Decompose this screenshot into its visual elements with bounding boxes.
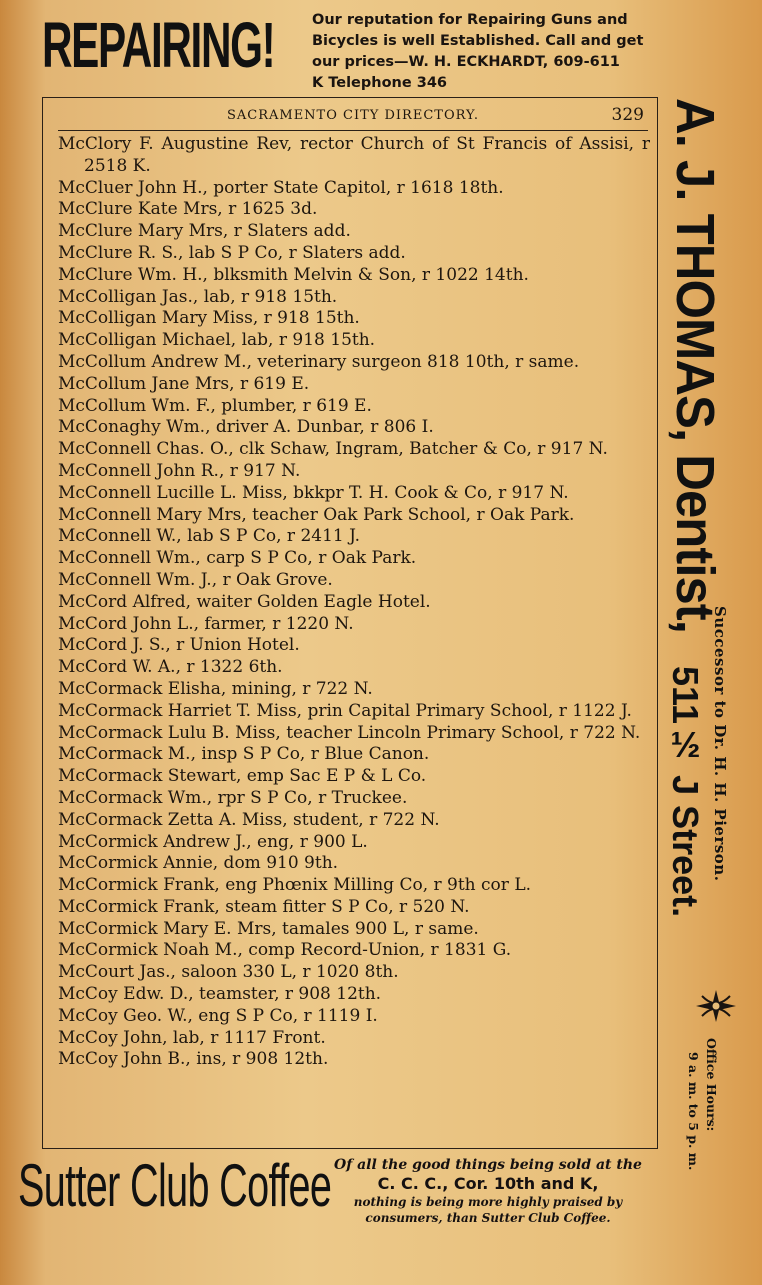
- coffee-line-3: nothing is being more highly praised by: [353, 1195, 623, 1209]
- running-head: [58, 104, 648, 131]
- directory-entry: McCollum Jane Mrs, r 619 E.: [58, 373, 310, 394]
- coffee-line-2: C. C. C., Cor. 10th and K,: [377, 1174, 599, 1193]
- directory-entry: McCourt Jas., saloon 330 L, r 1020 8th.: [58, 962, 399, 983]
- dentist-address: 511½ J Street.: [665, 666, 706, 918]
- directory-entry: McCluer John H., porter State Capitol, r 1618 18th.: [58, 177, 504, 198]
- ad-line: our prices—W. H. ECKHARDT, 609-611: [312, 54, 620, 70]
- directory-entry: McCormack Elisha, mining, r 722 N.: [58, 678, 373, 699]
- directory-entries: [58, 134, 650, 1071]
- directory-entry: McCord Alfred, waiter Golden Eagle Hotel.: [58, 591, 431, 612]
- office-hours-label: Office Hours:: [704, 1038, 719, 1132]
- directory-entry: McConnell John R., r 917 N.: [58, 460, 301, 481]
- dentist-name: A. J. THOMAS, Dentist,: [665, 98, 725, 633]
- directory-entry: McCord W. A., r 1322 6th.: [58, 657, 283, 678]
- directory-entry: McCormick Andrew J., eng, r 900 L.: [58, 831, 368, 852]
- coffee-line-4: consumers, than Sutter Club Coffee.: [365, 1211, 611, 1225]
- fleuron-icon: [694, 988, 738, 1024]
- coffee-ad-copy: [306, 1156, 670, 1226]
- directory-entry: McCollum Andrew M., veterinary surgeon 818 10th, r same.: [58, 351, 580, 372]
- page-title: SACRAMENTO CITY DIRECTORY.: [226, 108, 480, 123]
- directory-entry: McColligan Jas., lab, r 918 15th.: [58, 286, 338, 307]
- ad-line: Bicycles is well Established. Call and get: [312, 33, 644, 49]
- directory-entry: McConaghy Wm., driver A. Dunbar, r 806 I.: [58, 417, 434, 438]
- coffee-brand: Sutter Club Coffee: [18, 1152, 332, 1219]
- directory-entry: McCoy John B., ins, r 908 12th.: [58, 1049, 329, 1070]
- directory-entry: McClure Mary Mrs, r Slaters add.: [58, 221, 351, 242]
- directory-entry: McClure Wm. H., blksmith Melvin & Son, r 1022 14th.: [58, 264, 529, 285]
- directory-entry: McCormick Frank, eng Phœnix Milling Co, r 9th cor L.: [58, 875, 532, 896]
- office-hours-value: 9 a. m. to 5 p. m.: [686, 1052, 701, 1171]
- directory-entry: McConnell Mary Mrs, teacher Oak Park School, r Oak Park.: [58, 504, 575, 525]
- directory-entry: McCollum Wm. F., plumber, r 619 E.: [58, 395, 372, 416]
- dentist-successor: Successor to Dr. H. H. Pierson.: [711, 606, 729, 882]
- directory-entry: McColligan Mary Miss, r 918 15th.: [58, 308, 360, 329]
- directory-entry: McCormick Noah M., comp Record-Union, r 1831 G.: [58, 940, 512, 961]
- directory-entry: McClure R. S., lab S P Co, r Slaters add.: [58, 242, 406, 263]
- directory-entry: McConnell Lucille L. Miss, bkkpr T. H. Cook & Co, r 917 N.: [58, 482, 569, 503]
- directory-entry: McCoy Edw. D., teamster, r 908 12th.: [58, 984, 382, 1005]
- directory-entry: McClure Kate Mrs, r 1625 3d.: [58, 199, 318, 220]
- directory-entry: McCormick Frank, steam fitter S P Co, r 520 N.: [58, 896, 470, 917]
- directory-entry: McCoy Geo. W., eng S P Co, r 1119 I.: [58, 1005, 378, 1026]
- directory-entry: McCormick Annie, dom 910 9th.: [58, 853, 339, 874]
- ad-line: Our reputation for Repairing Guns and: [312, 12, 628, 28]
- repairing-headline: REPAIRING!: [42, 9, 275, 81]
- coffee-line-1: Of all the good things being sold at the: [334, 1157, 642, 1173]
- directory-entry: McColligan Michael, lab, r 918 15th.: [58, 330, 376, 351]
- directory-entry: McCormack Lulu B. Miss, teacher Lincoln Primary School, r 722 N.: [58, 722, 641, 743]
- directory-entry: McConnell Wm. J., r Oak Grove.: [58, 569, 333, 590]
- page-number: 329: [611, 105, 644, 125]
- ad-line: K Telephone 346: [312, 75, 448, 91]
- directory-entry: McCormick Mary E. Mrs, tamales 900 L, r same.: [58, 918, 479, 939]
- directory-entry: McConnell Wm., carp S P Co, r Oak Park.: [58, 548, 417, 569]
- directory-entry: McCormack Stewart, emp Sac E P & L Co.: [58, 766, 427, 787]
- directory-entry: McClory F. Augustine Rev, rector Church of St Francis of Assisi, r 2518 K.: [58, 134, 650, 176]
- directory-entry: McConnell Chas. O., clk Schaw, Ingram, Batcher & Co, r 917 N.: [58, 439, 608, 460]
- directory-entry: McCormack Harriet T. Miss, prin Capital Primary School, r 1122 J.: [58, 700, 632, 721]
- directory-entry: McCord J. S., r Union Hotel.: [58, 635, 300, 656]
- directory-entry: McConnell W., lab S P Co, r 2411 J.: [58, 526, 361, 547]
- directory-entry: McCormack Zetta A. Miss, student, r 722 N.: [58, 809, 440, 830]
- repairing-ad-copy: [312, 10, 712, 94]
- directory-entry: McCord John L., farmer, r 1220 N.: [58, 613, 354, 634]
- top-advertisement: [0, 0, 762, 96]
- directory-entry: McCoy John, lab, r 1117 Front.: [58, 1027, 326, 1048]
- directory-entry: McCormack M., insp S P Co, r Blue Canon.: [58, 744, 430, 765]
- directory-entry: McCormack Wm., rpr S P Co, r Truckee.: [58, 787, 408, 808]
